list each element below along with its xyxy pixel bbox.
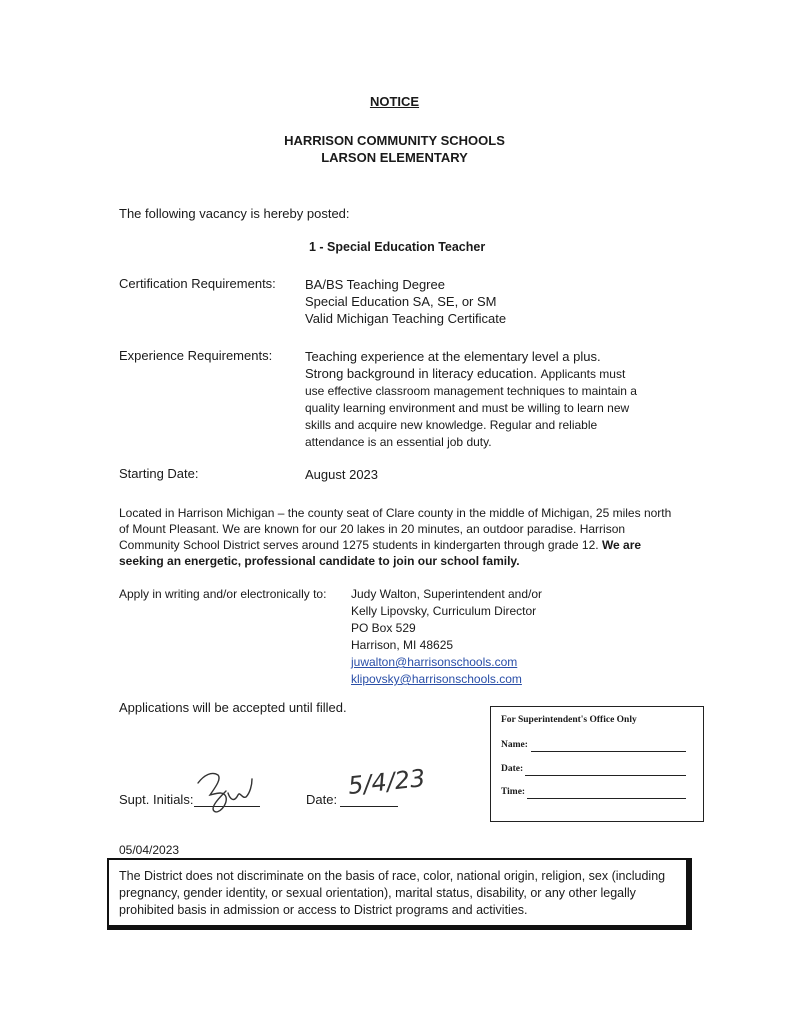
apply-label: Apply in writing and/or electronically to: bbox=[119, 587, 327, 601]
office-time-label: Time: bbox=[501, 787, 526, 797]
posted-date: 05/04/2023 bbox=[119, 843, 180, 857]
experience-line-part: Strong background in literacy education. bbox=[305, 366, 537, 381]
apply-line: Kelly Lipovsky, Curriculum Director bbox=[351, 604, 537, 618]
office-time-line[interactable] bbox=[527, 798, 686, 799]
starting-date-value: August 2023 bbox=[305, 467, 379, 482]
apply-line: PO Box 529 bbox=[351, 621, 416, 635]
certification-item: Valid Michigan Teaching Certificate bbox=[305, 311, 507, 326]
experience-line: attendance is an essential job duty. bbox=[305, 435, 492, 449]
initials-signature bbox=[190, 763, 270, 821]
office-name-line[interactable] bbox=[531, 751, 686, 752]
about-bold: We are seeking an energetic, professional candidate to join our school family. bbox=[119, 538, 642, 568]
accepted-text: Applications will be accepted until filled. bbox=[119, 700, 347, 715]
email-link[interactable]: juwalton@harrisonschools.com bbox=[351, 655, 518, 669]
handwritten-date: 5/4/23 bbox=[346, 764, 427, 800]
about-text: Located in Harrison Michigan – the county seat of Clare county in the middle of Michigan, 25 miles north of Mount Pleasant. We are known for our 20 lakes in 20 minutes, an outdoor paradise. Harrison Community School District serves around 1275 students in kindergarten through grade 12. bbox=[119, 506, 672, 552]
certification-list bbox=[305, 276, 506, 327]
date-label: Date: bbox=[306, 792, 338, 807]
office-name-label: Name: bbox=[501, 740, 528, 750]
experience-line bbox=[305, 365, 637, 383]
notice-heading: NOTICE bbox=[369, 94, 420, 109]
office-box-title: For Superintendent's Office Only bbox=[501, 715, 637, 725]
experience-line: skills and acquire new knowledge. Regular and reliable bbox=[305, 418, 598, 432]
apply-line: Harrison, MI 48625 bbox=[351, 638, 454, 652]
district-name: HARRISON COMMUNITY SCHOOLS bbox=[284, 133, 505, 148]
experience-line-part: Applicants must bbox=[540, 367, 626, 381]
apply-line: Judy Walton, Superintendent and/or bbox=[351, 587, 543, 601]
experience-label: Experience Requirements: bbox=[119, 348, 273, 363]
certification-item: Special Education SA, SE, or SM bbox=[305, 294, 497, 309]
experience-line: Teaching experience at the elementary level a plus. bbox=[305, 349, 601, 364]
certification-label: Certification Requirements: bbox=[119, 276, 276, 291]
school-name: LARSON ELEMENTARY bbox=[321, 150, 468, 165]
experience-line: use effective classroom management techniques to maintain a bbox=[305, 384, 637, 398]
disclaimer-box bbox=[107, 858, 692, 930]
about-paragraph bbox=[119, 505, 679, 569]
apply-contact bbox=[351, 586, 542, 688]
office-date-line[interactable] bbox=[525, 775, 686, 776]
date-line[interactable] bbox=[340, 806, 398, 807]
office-date-label: Date: bbox=[501, 764, 524, 774]
disclaimer-text: The District does not discriminate on the basis of race, color, national origin, religion, sex (including pregnancy, gender identity, or sexual orientation), marital status, disability, or any other legally prohibited basis in admission or access to District programs and activities. bbox=[119, 869, 666, 917]
initials-label: Supt. Initials: bbox=[119, 792, 194, 807]
experience-line: quality learning environment and must be willing to learn new bbox=[305, 401, 630, 415]
experience-text bbox=[305, 348, 637, 451]
position-title: 1 - Special Education Teacher bbox=[309, 240, 486, 254]
starting-date-label: Starting Date: bbox=[119, 466, 199, 481]
email-link[interactable]: klipovsky@harrisonschools.com bbox=[351, 672, 522, 686]
certification-item: BA/BS Teaching Degree bbox=[305, 277, 445, 292]
intro-text: The following vacancy is hereby posted: bbox=[119, 206, 350, 221]
office-use-box bbox=[490, 706, 704, 822]
